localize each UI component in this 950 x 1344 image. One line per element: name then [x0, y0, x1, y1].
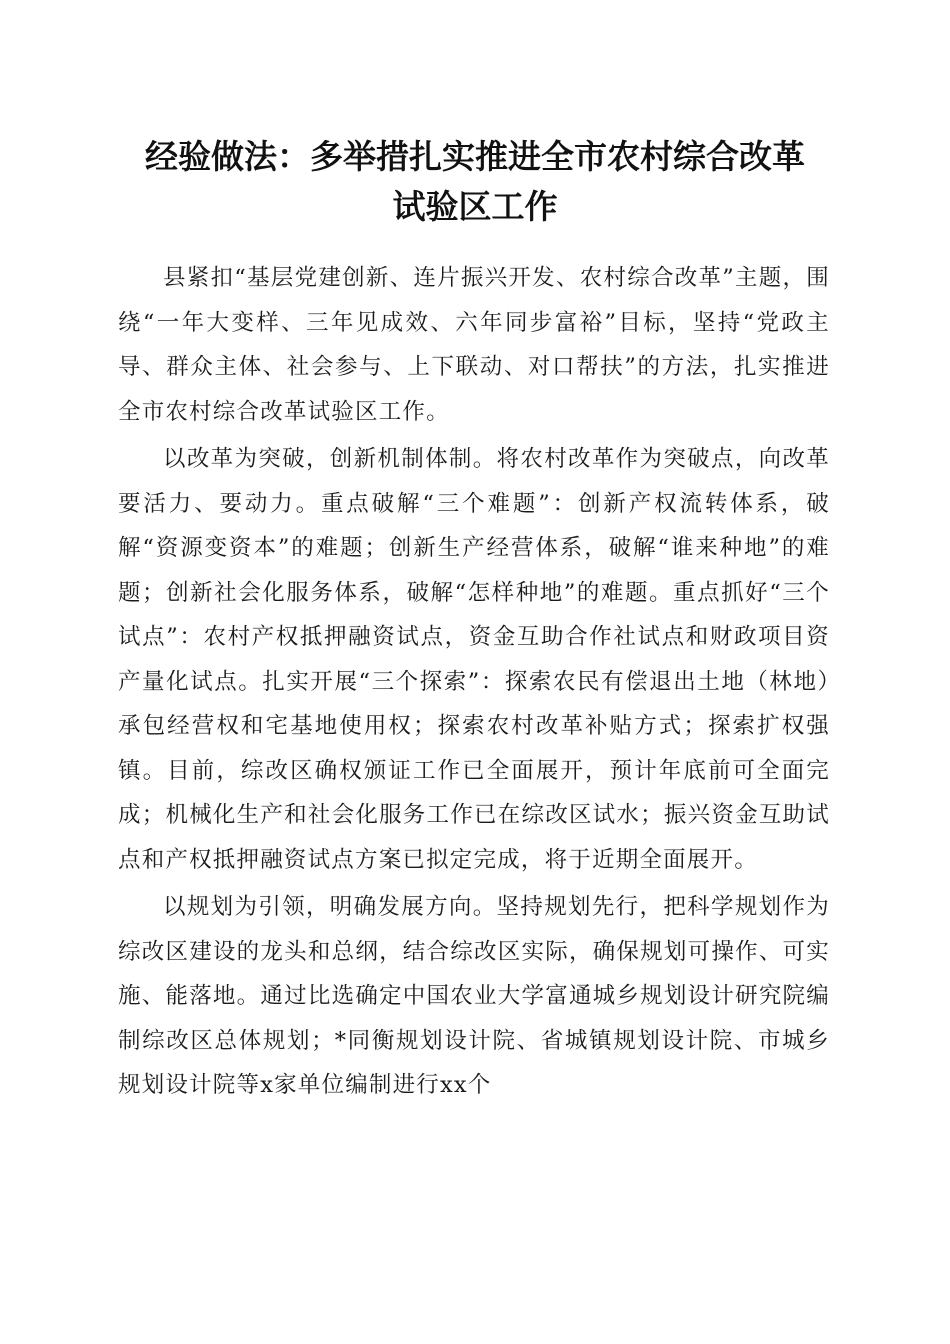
- document-title: [110, 132, 840, 232]
- paragraph-planning: 以规划为引领，明确发展方向。坚持规划先行，把科学规划作为综改区建设的龙头和总纲，结合综改区实际，确保规划可操作、可实施、能落地。通过比选确定中国农业大学富通城乡规划设计研究院编制综改区总体规划；*同衡规划设计院、省城镇规划设计院、市城乡规划设计院等x家单位编制进行xx个: [118, 894, 830, 1098]
- paragraph-intro: 县紧扣“基层党建创新、连片振兴开发、农村综合改革”主题，围绕“一年大变样、三年见成效、六年同步富裕”目标，坚持“党政主导、群众主体、社会参与、上下联动、对口帮扶”的方法，扎实推进全市农村综合改革试验区工作。: [118, 265, 830, 425]
- document-title-line-1: 经验做法：多举措扎实推进全市农村综合改革: [145, 137, 805, 176]
- document-title-line-2: 试验区工作: [392, 187, 558, 226]
- document-body: [118, 256, 830, 1108]
- paragraph-reform: 以改革为突破，创新机制体制。将农村改革作为突破点，向改革要活力、要动力。重点破解“三个难题”：创新产权流转体系，破解“资源变资本”的难题；创新生产经营体系，破解“谁来种地”的难题；创新社会化服务体系，破解“怎样种地”的难题。重点抓好“三个试点”：农村产权抵押融资试点，资金互助合作社试点和财政项目资产量化试点。扎实开展“三个探索”：探索农民有偿退出土地（林地）承包经营权和宅基地使用权；探索农村改革补贴方式；探索扩权强镇。目前，综改区确权颁证工作已全面展开，预计年底前可全面完成；机械化生产和社会化服务工作已在综改区试水；振兴资金互助试点和产权抵押融资试点方案已拟定完成，将于近期全面展开。: [118, 446, 830, 873]
